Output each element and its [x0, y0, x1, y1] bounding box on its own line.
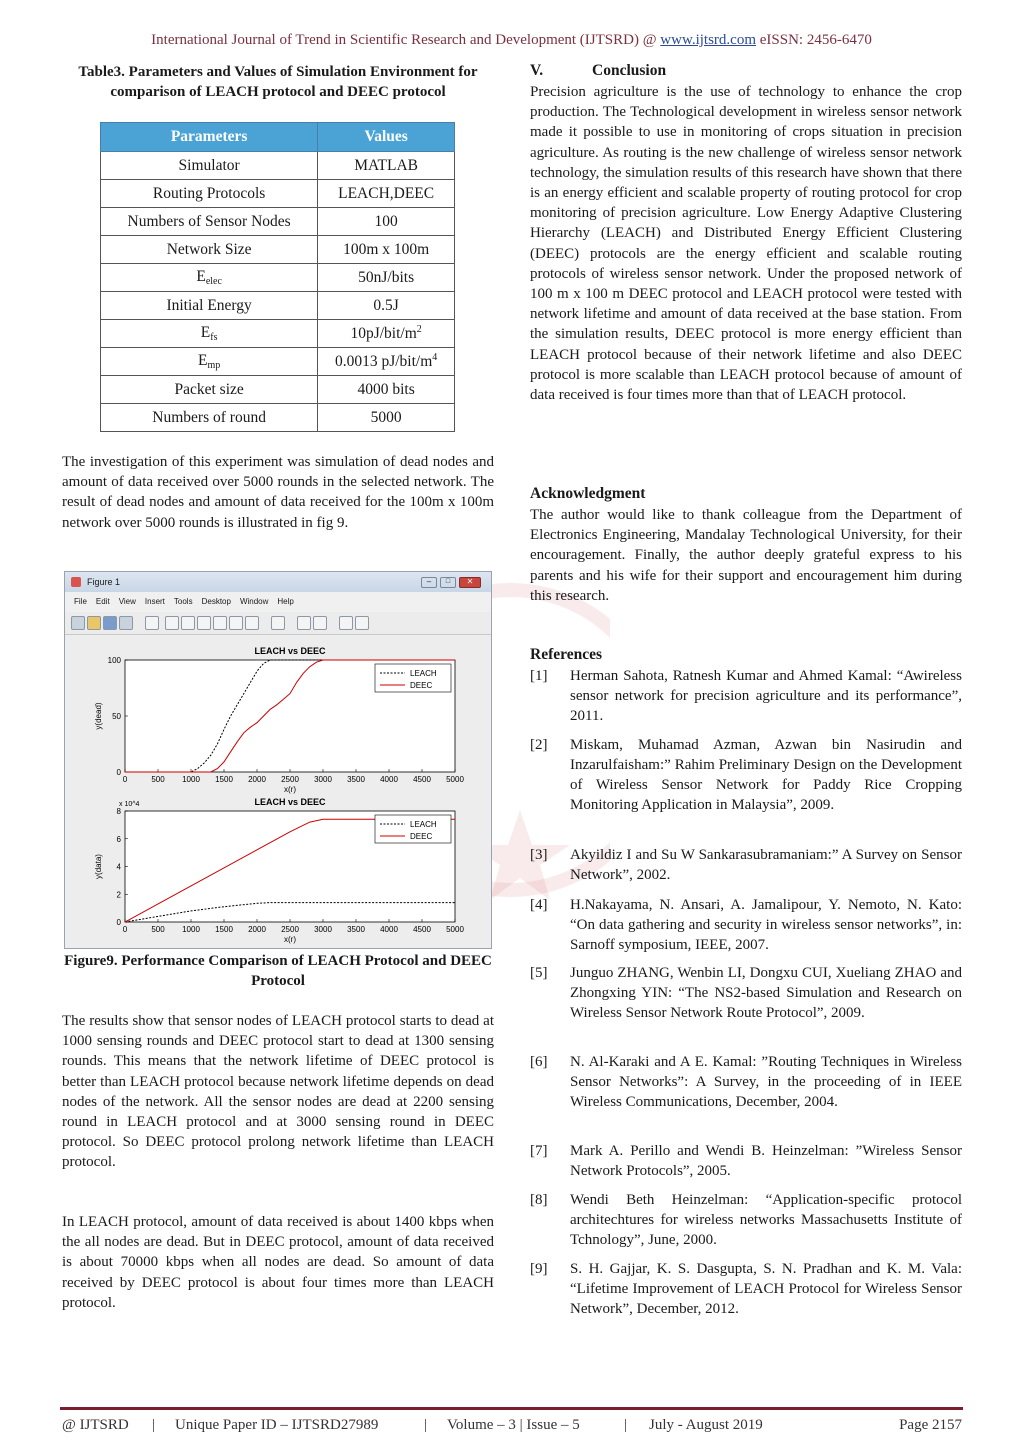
- x-tick-label: 3000: [314, 775, 332, 784]
- param-name: Initial Energy: [166, 296, 252, 314]
- x-tick-label: 500: [151, 925, 165, 934]
- menu-item-help[interactable]: Help: [277, 597, 294, 606]
- x-tick-label: 3500: [347, 925, 365, 934]
- y-tick-label: 100: [107, 656, 121, 665]
- value-cell: [318, 208, 455, 236]
- param-name: E: [200, 324, 211, 341]
- menu-item-desktop[interactable]: Desktop: [201, 597, 231, 606]
- reference-item: [530, 1259, 962, 1319]
- reference-text: S. H. Gajjar, K. S. Dasgupta, S. N. Pradhan and K. M. Vala: “Lifetime Improvement of LEACH Protocol for Wireless Sensor Network”, December, 2012.: [570, 1261, 962, 1317]
- parameters-table: [100, 122, 455, 432]
- x-tick-label: 3000: [314, 925, 332, 934]
- reference-item: [530, 1141, 962, 1181]
- conclusion-heading: [530, 62, 962, 80]
- value-cell: [318, 180, 455, 208]
- legend-label: DEEC: [410, 832, 433, 841]
- reference-number: [6]: [530, 1054, 548, 1070]
- x-tick-label: 2000: [248, 775, 266, 784]
- value-superscript: 4: [432, 352, 438, 363]
- param-value: 50nJ/bits: [358, 268, 415, 286]
- rotate-icon[interactable]: [213, 616, 227, 630]
- x-tick-label: 0: [122, 925, 128, 934]
- reference-text: H.Nakayama, N. Ansari, A. Jamalipour, Y. Nemoto, N. Kato: “On data gathering and security in wireless sensor networks”, in: Sarnoff symposium, IEEE, 2007.: [570, 897, 962, 953]
- footer-separator: |: [424, 1417, 428, 1433]
- menu-item-window[interactable]: Window: [239, 597, 269, 606]
- minimize-icon[interactable]: –: [421, 577, 437, 588]
- x-tick-label: 1500: [215, 925, 233, 934]
- running-header: [0, 32, 1023, 49]
- reference-number: [3]: [530, 847, 548, 863]
- y-axis-label: y(dead): [94, 702, 103, 730]
- param-cell: [101, 404, 318, 432]
- x-tick-label: 2500: [281, 925, 299, 934]
- param-name: Packet size: [174, 380, 244, 398]
- param-subscript: mp: [207, 360, 221, 371]
- paragraph-data-received: In LEACH protocol, amount of data received is about 1400 kbps when the all nodes are dead. But in DEEC protocol, amount of data received is about 70000 kbps when all nodes are dead. So amount of data received by DEEC protocol is about four times more than LEACH protocol.: [62, 1214, 494, 1311]
- reference-number: [5]: [530, 965, 548, 981]
- x-tick-label: 5000: [446, 925, 464, 934]
- journal-link[interactable]: www.ijtsrd.com: [660, 32, 756, 48]
- value-cell: [318, 376, 455, 404]
- y-axis-label: y(data): [94, 854, 103, 879]
- value-cell: [318, 264, 455, 292]
- table-row: [101, 348, 455, 376]
- save-icon[interactable]: [103, 616, 117, 630]
- footer-volume: Volume – 3 | Issue – 5: [447, 1417, 580, 1433]
- reference-item: [530, 666, 962, 726]
- x-tick-label: 4500: [413, 925, 431, 934]
- value-cell: [318, 236, 455, 264]
- x-tick-label: 3500: [347, 775, 365, 784]
- reference-number: [2]: [530, 737, 548, 753]
- reference-item: [530, 1052, 962, 1112]
- value-cell: [318, 152, 455, 180]
- footer-page: Page 2157: [899, 1417, 962, 1433]
- menu-item-view[interactable]: View: [118, 597, 136, 606]
- param-cell: [101, 236, 318, 264]
- reference-text: Miskam, Muhamad Azman, Azwan bin Nasirudin and Inzarulfaisham:” Rahim Preliminary Design on the Development of Wireless Sensor Network for Paddy Rice Cropping Monitoring Application in Malaysia”, 2009.: [570, 737, 962, 813]
- param-cell: [101, 180, 318, 208]
- reference-text: Herman Sahota, Ratnesh Kumar and Ahmed Kamal: “Awireless sensor network for precision agriculture and its performance”, 2011.: [570, 668, 962, 724]
- y-exponent-label: x 10^4: [119, 801, 140, 808]
- legend-label: LEACH: [410, 669, 437, 678]
- y-tick-label: 0: [116, 768, 121, 777]
- hide-plot-tools-icon[interactable]: [339, 616, 353, 630]
- reference-text: Mark A. Perillo and Wendi B. Heinzelman: ”Wireless Sensor Network Protocols”, 2005.: [570, 1143, 962, 1179]
- paragraph-results: The results show that sensor nodes of LEACH protocol starts to dead at 1000 sensing rounds and DEEC protocol start to dead at 1300 sensing rounds. This means that the network lifetime of DEEC protocol is better than LEACH protocol because network lifetime depends on dead nodes of the network. All the sensor nodes are dead at 2200 sensing round in LEACH protocol and at 3000 sensing round in DEEC protocol. So DEEC protocol prolong network lifetime than LEACH protocol.: [62, 1013, 494, 1171]
- close-icon[interactable]: ✕: [459, 577, 481, 588]
- value-cell: [318, 404, 455, 432]
- x-axis-label: x(r): [284, 935, 296, 944]
- open-file-icon[interactable]: [87, 616, 101, 630]
- table-row: [101, 404, 455, 432]
- charts-svg: [65, 635, 491, 948]
- footer-rule: [60, 1407, 963, 1410]
- param-name: Network Size: [166, 240, 252, 258]
- table-row: [101, 292, 455, 320]
- x-tick-label: 4500: [413, 775, 431, 784]
- y-tick-label: 6: [116, 834, 121, 844]
- conclusion-text: Precision agriculture is the use of technology to enhance the crop production. The Technological development in wireless sensor network made it possible to use in monitoring of crops situation in precision agriculture. As routing is the new challenge of wireless sensor network technology, the simulation results of this research have shown that there is an energy efficient and scalable property of routing protocol for crop monitoring of precision agriculture. Low Energy Adaptive Clustering Hierarchy (LEACH) and Distributed Energy Efficient Clustering (DEEC) protocols are the energy efficient and scalable routing protocols of wireless sensor network. Under the proposed network of 100 m x 100 m DEEC protocol and LEACH protocol were tested with network lifetime and amount of data received at the base station. From the simulation results, DEEC protocol is more energy efficient than LEACH protocol because of their network lifetime and also DEEC protocol is more scalable than LEACH protocol because of amount of data received is four times more than that of LEACH protocol.: [530, 84, 962, 404]
- param-name: E: [198, 352, 208, 369]
- brush-icon[interactable]: [245, 616, 259, 630]
- x-tick-label: 5000: [446, 775, 464, 784]
- data-cursor-icon[interactable]: [229, 616, 243, 630]
- param-value: 100m x 100m: [343, 240, 430, 258]
- paragraph-investigation: The investigation of this experiment was simulation of dead nodes and amount of data received over 5000 rounds in the selected network. The result of dead nodes and amount of data received for the 100m x 100m network over 5000 rounds is illustrated in fig 9.: [62, 454, 494, 531]
- footer-date: July - August 2019: [649, 1417, 763, 1433]
- param-name: Numbers of Sensor Nodes: [127, 212, 291, 230]
- x-tick-label: 4000: [380, 925, 398, 934]
- reference-number: [8]: [530, 1192, 548, 1208]
- reference-number: [7]: [530, 1143, 548, 1159]
- legend-label: LEACH: [410, 820, 437, 829]
- matlab-logo-icon: [71, 577, 81, 587]
- value-cell: [318, 320, 455, 348]
- x-tick-label: 1000: [182, 775, 200, 784]
- print-icon[interactable]: [119, 616, 133, 630]
- table-header-values: Values: [318, 123, 455, 152]
- param-value: 5000: [370, 408, 402, 426]
- value-superscript: 2: [416, 324, 422, 335]
- param-name: Routing Protocols: [152, 184, 266, 202]
- y-tick-label: 4: [116, 862, 121, 872]
- param-value: 4000 bits: [357, 380, 415, 398]
- reference-item: [530, 845, 962, 885]
- figure-menu-bar: [65, 592, 491, 612]
- param-cell: [101, 292, 318, 320]
- chart-title: LEACH vs DEEC: [254, 797, 326, 807]
- chart-title: LEACH vs DEEC: [254, 646, 326, 656]
- menu-item-insert[interactable]: Insert: [144, 597, 165, 606]
- reference-number: [1]: [530, 668, 548, 684]
- show-plot-tools-icon[interactable]: [355, 616, 369, 630]
- conclusion-number: V.: [530, 62, 544, 79]
- value-cell: [318, 292, 455, 320]
- reference-item: [530, 963, 962, 1023]
- param-cell: [101, 376, 318, 404]
- table-row: [101, 376, 455, 404]
- param-cell: [101, 320, 318, 348]
- x-tick-label: 2500: [281, 775, 299, 784]
- table-header-parameters: Parameters: [101, 123, 318, 152]
- figure-title: Figure 1: [87, 577, 121, 587]
- table-row: [101, 264, 455, 292]
- header-suffix: eISSN: 2456-6470: [755, 32, 872, 48]
- matlab-figure-window: [64, 571, 492, 949]
- reference-text: Akyildiz I and Su W Sankarasubramaniam:” A Survey on Sensor Network”, 2002.: [570, 847, 962, 883]
- x-tick-label: 1000: [182, 925, 200, 934]
- x-axis-label: x(r): [284, 785, 296, 794]
- figure-toolbar: [65, 612, 491, 635]
- param-cell: [101, 208, 318, 236]
- reference-item: [530, 735, 962, 815]
- param-subscript: elec: [205, 276, 222, 287]
- acknowledgment-text: The author would like to thank colleague from the Department of Electronics Engineering, Mandalay Technological University, for their encouragement. Finally, the author deeply grateful express to his parents and his wife for their support and encouragement him during this research.: [530, 507, 962, 604]
- table-row: [101, 320, 455, 348]
- references-heading: References: [530, 646, 603, 663]
- legend-label: DEEC: [410, 681, 433, 690]
- footer-paper-id: Unique Paper ID – IJTSRD27989: [175, 1417, 379, 1433]
- y-tick-label: 0: [116, 918, 121, 927]
- reference-text: Junguo ZHANG, Wenbin LI, Dongxu CUI, Xueliang ZHAO and Zhongxing YIN: “The NS2-based Simulation and Research on Wireless Sensor Network Route Protocol”, 2009.: [570, 965, 962, 1021]
- param-value: 0.5J: [373, 296, 399, 314]
- param-name: Numbers of round: [152, 408, 266, 426]
- param-value: LEACH,DEEC: [338, 184, 435, 202]
- footer-separator: |: [152, 1417, 156, 1433]
- param-name: Simulator: [178, 156, 240, 174]
- value-cell: [318, 348, 455, 376]
- param-cell: [101, 152, 318, 180]
- param-name: E: [196, 268, 206, 285]
- y-tick-label: 2: [116, 890, 121, 900]
- header-prefix: International Journal of Trend in Scientific Research and Development (IJTSRD) @: [151, 32, 661, 48]
- footer-separator: |: [624, 1417, 628, 1433]
- edit-plot-icon[interactable]: [145, 616, 159, 630]
- reference-text: N. Al-Karaki and A E. Kamal: ”Routing Techniques in Wireless Sensor Networks”: A Survey, in the proceeding of in IEEE Wireless Communications, December, 2004.: [570, 1054, 962, 1110]
- table-row: [101, 208, 455, 236]
- acknowledgment-heading: Acknowledgment: [530, 485, 646, 502]
- param-value: 0.0013 pJ/bit/m: [334, 353, 433, 370]
- table-caption: Table3. Parameters and Values of Simulation Environment for comparison of LEACH protocol and DEEC protocol: [78, 64, 478, 100]
- maximize-icon[interactable]: □: [440, 577, 456, 588]
- x-tick-label: 500: [151, 775, 165, 784]
- figure-caption: Figure9. Performance Comparison of LEACH Protocol and DEEC Protocol: [64, 953, 492, 989]
- param-value: 100: [374, 212, 398, 230]
- reference-item: [530, 895, 962, 955]
- y-tick-label: 50: [112, 712, 121, 721]
- figure-title-bar: [65, 572, 491, 592]
- legend-icon[interactable]: [313, 616, 327, 630]
- x-tick-label: 4000: [380, 775, 398, 784]
- reference-number: [9]: [530, 1261, 548, 1277]
- table-row: [101, 152, 455, 180]
- colorbar-icon[interactable]: [297, 616, 311, 630]
- y-tick-label: 8: [116, 807, 121, 816]
- zoom-in-icon[interactable]: [165, 616, 179, 630]
- x-tick-label: 1500: [215, 775, 233, 784]
- param-cell: [101, 264, 318, 292]
- param-value: MATLAB: [354, 156, 418, 174]
- pan-icon[interactable]: [197, 616, 211, 630]
- table-row: [101, 236, 455, 264]
- figure-canvas: [65, 635, 491, 948]
- x-tick-label: 0: [122, 775, 128, 784]
- x-tick-label: 2000: [248, 925, 266, 934]
- menu-item-file[interactable]: File: [74, 597, 87, 606]
- menu-item-tools[interactable]: Tools: [173, 597, 193, 606]
- reference-item: [530, 1190, 962, 1250]
- footer-journal: @ IJTSRD: [62, 1417, 129, 1433]
- menu-item-edit[interactable]: Edit: [95, 597, 110, 606]
- param-cell: [101, 348, 318, 376]
- table-row: [101, 180, 455, 208]
- link-plot-icon[interactable]: [271, 616, 285, 630]
- reference-text: Wendi Beth Heinzelman: “Application-specific protocol architechtures for wireless networks Massachusetts Institute of Tchnology”, June, 2000.: [570, 1192, 962, 1248]
- reference-number: [4]: [530, 897, 548, 913]
- param-value: 10pJ/bit/m: [350, 325, 417, 342]
- zoom-out-icon[interactable]: [181, 616, 195, 630]
- param-subscript: fs: [210, 332, 218, 343]
- conclusion-title: Conclusion: [592, 62, 667, 79]
- new-figure-icon[interactable]: [71, 616, 85, 630]
